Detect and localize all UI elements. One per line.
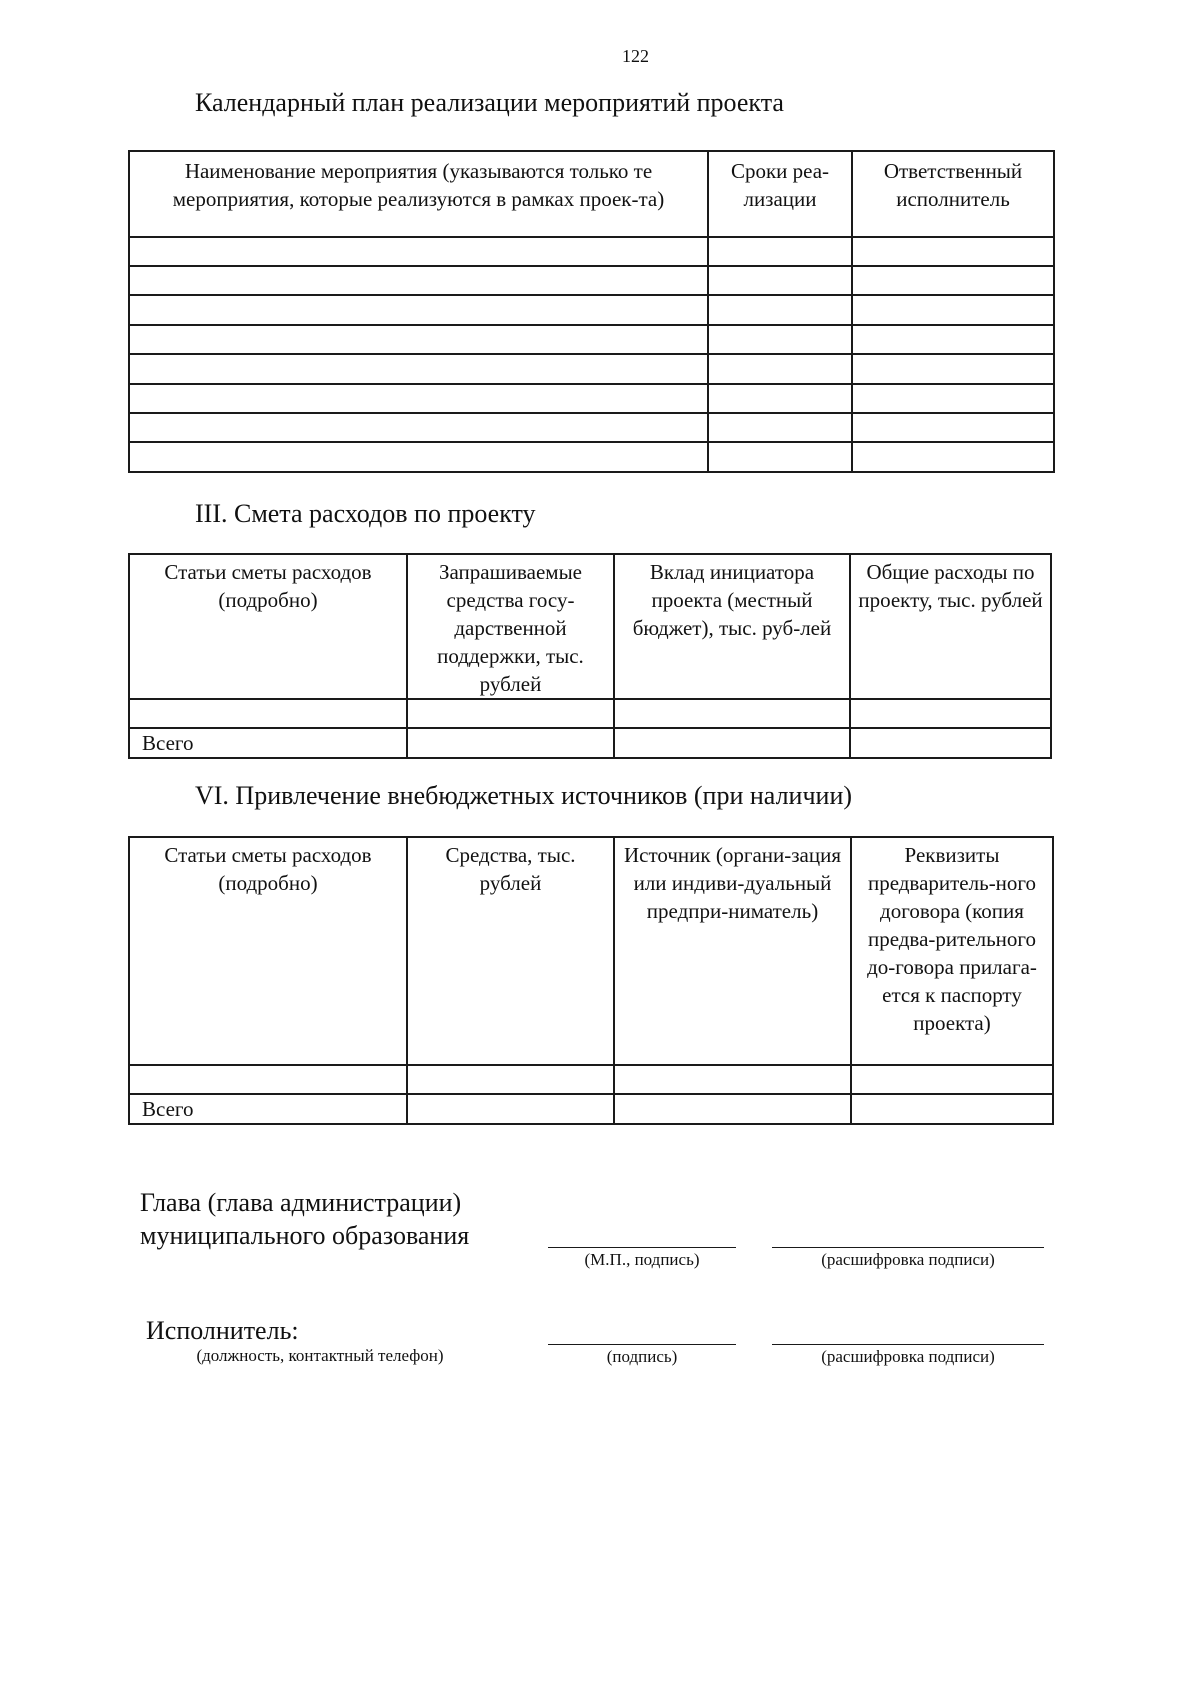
header-cell-requested-funds: Запрашиваемые средства госу-дарственной поддержки, тыс. рублей	[407, 554, 614, 699]
table-cell[interactable]	[129, 413, 708, 442]
executor-signature-line[interactable]	[548, 1344, 736, 1345]
header-cell-responsible: Ответственный исполнитель	[852, 151, 1054, 237]
table-row	[129, 266, 1054, 295]
table-cell[interactable]	[850, 699, 1051, 728]
table-row	[129, 699, 1051, 728]
total-label: Всего	[129, 1094, 407, 1124]
total-row	[129, 1094, 1053, 1124]
table-row	[129, 325, 1054, 354]
table-row	[129, 384, 1054, 413]
table-cell[interactable]	[852, 413, 1054, 442]
header-cell-funds: Средства, тыс. рублей	[407, 837, 614, 1065]
table-row	[129, 442, 1054, 472]
table-cell[interactable]	[614, 1094, 851, 1124]
table-cell[interactable]	[852, 325, 1054, 354]
table-cell[interactable]	[407, 1094, 614, 1124]
table-row	[129, 413, 1054, 442]
head-signature-decode-line[interactable]	[772, 1247, 1044, 1248]
executor-signature-decode-line[interactable]	[772, 1344, 1044, 1345]
table-row	[129, 354, 1054, 384]
table-cell[interactable]	[850, 728, 1051, 758]
table-cell[interactable]	[852, 295, 1054, 325]
table-cell[interactable]	[708, 295, 852, 325]
table-cell[interactable]	[708, 354, 852, 384]
table-cell[interactable]	[407, 1065, 614, 1094]
table-header-row	[129, 554, 1051, 699]
executor-sign-caption: (подпись)	[606, 1347, 678, 1366]
header-cell-source: Источник (органи-зация или индиви-дуальный предпри-ниматель)	[614, 837, 851, 1065]
table-cell[interactable]	[851, 1065, 1053, 1094]
head-title-line2: муниципального образования	[140, 1221, 470, 1250]
table-cell[interactable]	[708, 442, 852, 472]
calendar-plan-table	[128, 150, 1055, 473]
header-cell-initiator-contribution: Вклад инициатора проекта (местный бюджет), тыс. руб-лей	[614, 554, 850, 699]
header-cell-event-name: Наименование мероприятия (указываются только те мероприятия, которые реализуются в рамках проек-та)	[129, 151, 708, 237]
table-row	[129, 237, 1054, 266]
table-cell[interactable]	[708, 266, 852, 295]
calendar-plan-title: Календарный план реализации мероприятий проекта	[195, 88, 784, 117]
table-cell[interactable]	[129, 266, 708, 295]
table-cell[interactable]	[129, 1065, 407, 1094]
head-sign-caption: (М.П., подпись)	[584, 1250, 700, 1269]
header-cell-contract-details: Реквизиты предваритель-ного договора (копия предва-рительного до-говора прилага-ется к паспорту проекта)	[851, 837, 1053, 1065]
table-cell[interactable]	[708, 384, 852, 413]
table-cell[interactable]	[129, 699, 407, 728]
extra-sources-title: VI. Привлечение внебюджетных источников (при наличии)	[195, 781, 853, 810]
table-cell[interactable]	[708, 237, 852, 266]
executor-decode-caption: (расшифровка подписи)	[821, 1347, 995, 1366]
executor-position-caption: (должность, контактный телефон)	[196, 1346, 444, 1365]
executor-label: Исполнитель:	[146, 1316, 299, 1345]
table-cell[interactable]	[851, 1094, 1053, 1124]
table-row	[129, 295, 1054, 325]
head-decode-caption: (расшифровка подписи)	[821, 1250, 995, 1269]
table-cell[interactable]	[129, 354, 708, 384]
page-number: 122	[622, 46, 649, 66]
budget-title: III. Смета расходов по проекту	[195, 499, 536, 528]
header-cell-total-expenses: Общие расходы по проекту, тыс. рублей	[850, 554, 1051, 699]
table-cell[interactable]	[708, 325, 852, 354]
table-cell[interactable]	[129, 442, 708, 472]
table-cell[interactable]	[407, 728, 614, 758]
table-header-row	[129, 151, 1054, 237]
table-cell[interactable]	[852, 384, 1054, 413]
table-cell[interactable]	[407, 699, 614, 728]
head-title-line1: Глава (глава администрации)	[140, 1188, 462, 1217]
table-cell[interactable]	[614, 699, 850, 728]
table-header-row	[129, 837, 1053, 1065]
table-row	[129, 1065, 1053, 1094]
head-signature-line[interactable]	[548, 1247, 736, 1248]
total-label: Всего	[129, 728, 407, 758]
extra-sources-table	[128, 836, 1054, 1125]
table-cell[interactable]	[129, 295, 708, 325]
table-cell[interactable]	[129, 237, 708, 266]
total-row	[129, 728, 1051, 758]
table-cell[interactable]	[129, 325, 708, 354]
table-cell[interactable]	[852, 237, 1054, 266]
table-cell[interactable]	[708, 413, 852, 442]
table-cell[interactable]	[852, 354, 1054, 384]
table-cell[interactable]	[614, 1065, 851, 1094]
header-cell-expense-items: Статьи сметы расходов (подробно)	[129, 554, 407, 699]
table-cell[interactable]	[852, 442, 1054, 472]
budget-table	[128, 553, 1052, 759]
table-cell[interactable]	[129, 384, 708, 413]
table-cell[interactable]	[614, 728, 850, 758]
header-cell-expense-items: Статьи сметы расходов (подробно)	[129, 837, 407, 1065]
header-cell-timing: Сроки реа-лизации	[708, 151, 852, 237]
table-cell[interactable]	[852, 266, 1054, 295]
